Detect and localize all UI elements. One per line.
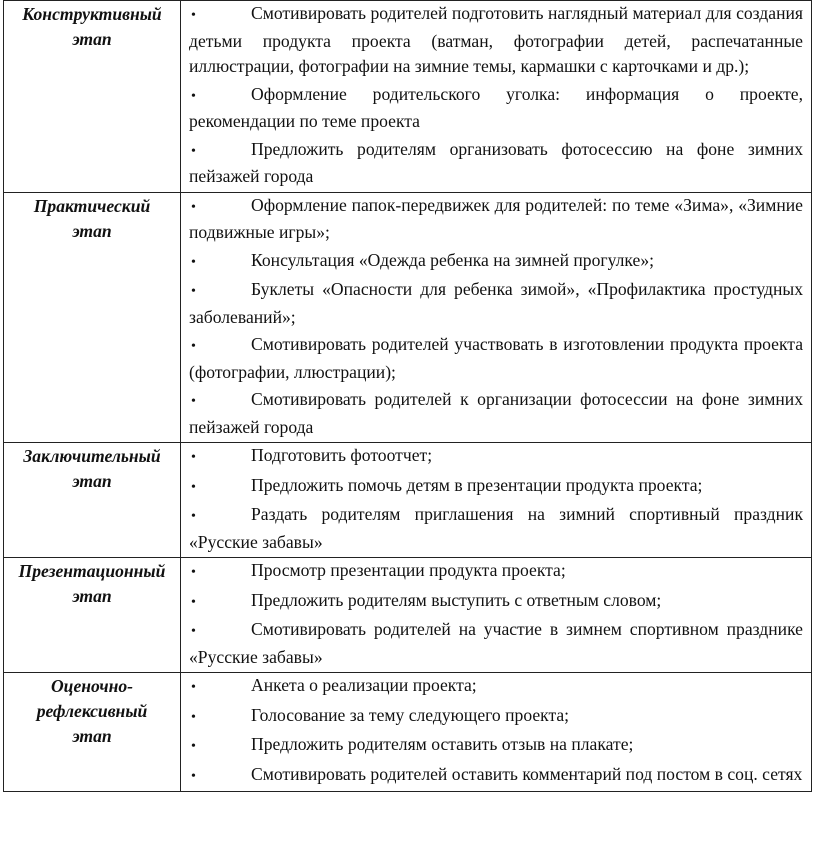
- list-item: [189, 277, 803, 330]
- bullet-icon: •: [191, 479, 196, 495]
- stage-cell: [4, 558, 181, 673]
- stage-label: Практический: [33, 195, 151, 216]
- list-item: [189, 558, 803, 586]
- list-item: [189, 703, 803, 731]
- bullet-icon: •: [191, 199, 196, 215]
- stage-label: этап: [72, 586, 112, 606]
- list-item: [189, 502, 803, 555]
- stage-label: этап: [72, 220, 112, 241]
- bullet-icon: •: [191, 509, 196, 524]
- item-text: Голосование за тему следующего проекта;: [251, 704, 570, 725]
- bullet-icon: •: [191, 739, 196, 754]
- list-item: [189, 1, 803, 80]
- bullet-icon: •: [191, 680, 196, 695]
- list-item: [189, 588, 803, 616]
- activities-cell: [181, 673, 812, 792]
- stage-cell: [4, 443, 181, 558]
- list-item: [189, 82, 803, 135]
- stage-label: Оценочно-: [50, 676, 134, 696]
- bullet-icon: •: [191, 394, 196, 409]
- item-text: Смотивировать родителей оставить комментарий под постом в соц. сетях: [251, 763, 803, 784]
- item-text: Подготовить фотоотчет;: [251, 445, 433, 465]
- item-text: Оформление родительского уголка: информация о проекте, рекомендации по теме проекта: [189, 83, 803, 131]
- bullet-icon: •: [191, 450, 196, 465]
- item-text: Предложить родителям выступить с ответным словом;: [251, 589, 662, 610]
- item-text: Смотивировать родителей участвовать в изготовлении продукта проекта (фотографии, ллюстрации);: [189, 334, 803, 382]
- item-text: Оформление папок-передвижек для родителей: по теме «Зима», «Зимние подвижные игры»;: [189, 194, 803, 242]
- bullet-icon: •: [191, 88, 196, 104]
- item-text: Раздать родителям приглашения на зимний спортивный праздник «Русские забавы»: [189, 504, 803, 552]
- stage-label: Конструктивный: [22, 4, 162, 24]
- item-text: Просмотр презентации продукта проекта;: [251, 560, 566, 580]
- item-text: Предложить родителям оставить отзыв на плакате;: [251, 734, 634, 754]
- stage-label: этап: [72, 29, 112, 49]
- bullet-icon: •: [191, 624, 196, 639]
- list-item: [189, 732, 803, 760]
- list-item: [189, 673, 803, 701]
- list-item: [189, 443, 803, 471]
- bullet-icon: •: [191, 254, 196, 270]
- table-row: [4, 558, 812, 673]
- stage-label: этап: [72, 471, 112, 491]
- activities-cell: [181, 443, 812, 558]
- item-text: Смотивировать родителей к организации фотосессии на фоне зимних пейзажей города: [189, 389, 803, 437]
- item-text: Анкета о реализации проекта;: [251, 675, 477, 695]
- list-item: [189, 332, 803, 385]
- table-row: [4, 192, 812, 443]
- table-row: [4, 443, 812, 558]
- item-text: Консультация «Одежда ребенка на зимней прогулке»;: [251, 249, 655, 270]
- stage-label: Презентационный: [18, 561, 166, 581]
- stage-label: рефлексивный: [36, 701, 148, 721]
- item-text: Смотивировать родителей подготовить наглядный материал для создания детьми продукта проекта (ватман, фотографии детей, распечатанные иллюстрации, фотографии на зимние темы, кармашки с карточками и др.);: [189, 3, 803, 76]
- bullet-icon: •: [191, 284, 196, 299]
- stage-label: этап: [72, 726, 112, 746]
- bullet-icon: •: [191, 565, 196, 580]
- list-item: [189, 473, 803, 501]
- list-item: [189, 137, 803, 190]
- list-item: [189, 248, 803, 276]
- list-item: [189, 617, 803, 670]
- item-text: Предложить помочь детям в презентации продукта проекта;: [251, 474, 703, 495]
- list-item: [189, 387, 803, 440]
- item-text: Буклеты «Опасности для ребенка зимой», «Профилактика простудных заболеваний»;: [189, 279, 803, 327]
- bullet-icon: •: [191, 143, 196, 159]
- list-item: [189, 762, 803, 790]
- table-row: [4, 1, 812, 193]
- activities-cell: [181, 558, 812, 673]
- table-row: [4, 673, 812, 792]
- stage-label: Заключительный: [23, 446, 161, 466]
- stage-cell: [4, 673, 181, 792]
- activities-cell: [181, 1, 812, 193]
- bullet-icon: •: [191, 709, 196, 725]
- list-item: [189, 193, 803, 246]
- stage-cell: [4, 1, 181, 193]
- bullet-icon: •: [191, 8, 196, 23]
- activities-cell: [181, 192, 812, 443]
- bullet-icon: •: [191, 768, 196, 784]
- item-text: Смотивировать родителей на участие в зимнем спортивном празднике «Русские забавы»: [189, 619, 803, 667]
- project-stages-table: [3, 0, 812, 792]
- item-text: Предложить родителям организовать фотосессию на фоне зимних пейзажей города: [189, 138, 803, 186]
- bullet-icon: •: [191, 339, 196, 354]
- stage-cell: [4, 192, 181, 443]
- bullet-icon: •: [191, 594, 196, 610]
